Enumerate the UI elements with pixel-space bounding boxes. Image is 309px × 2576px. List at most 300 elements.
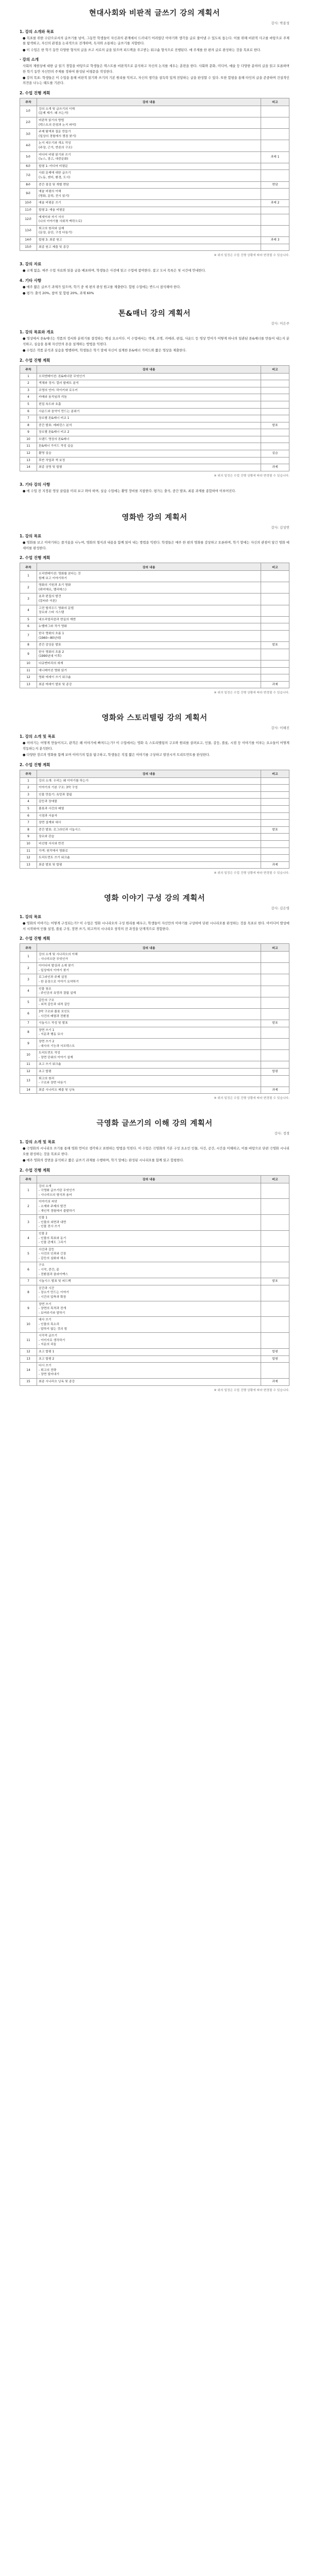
cell-week: 2주 [20,117,37,129]
table-row [20,805,289,812]
cell-week: 1주 [20,106,37,117]
cell-topic: 편집 속도와 호흡 [37,401,261,408]
cell-week: 13 [20,1075,37,1087]
table-row [20,855,289,862]
table-row [20,170,289,181]
table-row [20,408,289,415]
table-row [20,667,289,674]
table-row [20,1020,289,1027]
cell-week: 12 [20,674,37,682]
cell-note [261,605,289,616]
cell-topic: 퇴고의 원리와 실제 (문장, 문단, 구성 다듬기) [37,225,261,236]
cell-topic: 최종 에세이 발표 및 종강 [37,681,261,688]
table-row [20,373,289,380]
table-header-row [20,1175,289,1183]
cell-week: 8 [20,1027,37,1038]
cell-topic: 강의 소개 및 시나리오의 이해 - 시나리오란 무엇인가 [37,952,261,963]
column-header-note: 비고 [261,770,289,777]
instructor-name: 강사: 이은주 [271,321,289,326]
table-row [20,594,289,605]
cell-topic: 초고 합평 1 [37,1348,261,1355]
cell-note: 과제 [261,1087,289,1094]
schedule-table [20,943,289,1094]
table-row [20,387,289,394]
cell-note [261,667,289,674]
cell-week: 7 [20,1020,37,1027]
cell-week: 4 [20,394,37,401]
table-row [20,681,289,688]
table-row [20,1278,289,1285]
schedule-table [20,563,289,688]
cell-topic: 인물 2 - 인물의 목표와 동기 - 인물 관계도 그리기 [37,1230,261,1246]
cell-week: 11 [20,443,37,450]
cell-week: 5주 [20,151,37,163]
table-row [20,649,289,660]
cell-note: 발표 [261,422,289,429]
syllabus-section [20,308,289,494]
cell-topic: 구조 - 시작, 중간, 끝 - 전환점과 클라이맥스 [37,1262,261,1278]
cell-week: 14 [20,464,37,471]
cell-week: 2 [20,582,37,594]
cell-note [261,429,289,436]
syllabus-section [20,892,289,1100]
cell-topic: 중간 발표: 로그라인과 시놉시스 [37,826,261,834]
cell-week: 4주 [20,140,37,151]
table-row [20,834,289,841]
column-header-topic: 강의 내용 [37,365,261,373]
body-paragraph: ● 극영화의 시나리오 쓰기를 통해 영화 언어로 생각하고 표현하는 방법을 익힌다. 이 수업은 극영화의 기본 구성 요소인 인물, 사건, 공간, 시간을 이해하고, 이를 바탕으로 단편 극영화 시나리오를 완성하는 것을 목표로 한다. [23,1147,289,1156]
cell-note [261,674,289,682]
body-paragraph: ● 평가: 출석 20%, 참여 및 합평 20%, 과제 60% [23,291,94,295]
cell-topic: 최종 원고 제출 및 종강 [37,244,261,251]
instructor-name: 강사: 박종성 [271,21,289,25]
cell-week: 13 [20,861,37,869]
instructor-name: 강사: 이해진 [271,726,289,731]
table-row [20,1050,289,1061]
cell-note [261,225,289,236]
table-row [20,380,289,387]
cell-topic: 인물 창조 - 주인공의 욕망과 결핍 설계 [37,986,261,997]
section-heading: 2. 수업 진행 계획 [20,358,50,363]
cell-topic: 장르별 톤&매너 비교 1 [37,415,261,422]
cell-topic: 공간과 시간 - 장소가 만드는 이야기 - 시간의 압축과 확장 [37,1285,261,1301]
cell-note: 합평 [261,1068,289,1075]
table-row [20,214,289,225]
table-footnote: ※ 위의 일정은 수업 진행 상황에 따라 변경될 수 있습니다. [214,1097,289,1100]
table-row [20,605,289,616]
cell-week: 6 [20,812,37,820]
section-heading: 4. 기타 사항 [20,278,42,283]
table-row [20,189,289,200]
cell-note [261,952,289,963]
cell-week: 5 [20,616,37,623]
cell-week: 9 [20,649,37,660]
table-row [20,1333,289,1349]
cell-week: 1 [20,373,37,380]
table-row [20,1068,289,1075]
cell-note: 과제 [261,861,289,869]
table-row [20,1039,289,1050]
cell-note [261,834,289,841]
cell-note [261,840,289,848]
table-row [20,236,289,244]
cell-topic: 3막 구조와 플롯 포인트 - 사건의 배열과 전환점 [37,1009,261,1020]
cell-week: 4 [20,1230,37,1246]
cell-topic: 주제 탐색과 질문 만들기 (일상의 경험에서 쟁점 찾기) [37,129,261,140]
cell-topic: 비선형 서사와 반전 [37,840,261,848]
table-row [20,443,289,450]
table-row [20,777,289,785]
cell-note [261,986,289,997]
cell-note [261,189,289,200]
cell-note: 발표 [261,826,289,834]
body-paragraph: ● 이야기는 어떻게 만들어지고, 관객은 왜 이야기에 빠져드는가? 이 수업에서는 영화 속 스토리텔링의 구조와 원리를 살펴보고, 인물, 갈등, 플롯, 시점 등 이야기를 이루는 요소들이 어떻게 작동하는지 분석한다. [23,741,289,751]
cell-topic: 비판적 읽기의 방법 (텍스트의 관점과 논지 파악) [37,117,261,129]
table-row [20,200,289,207]
cell-week: 10주 [20,200,37,207]
cell-week: 5 [20,997,37,1008]
cell-note [261,106,289,117]
table-row [20,457,289,464]
table-row [20,974,289,986]
cell-week: 1 [20,952,37,963]
table-row [20,181,289,189]
cell-week: 11 [20,667,37,674]
cell-topic: 다큐멘터리의 세계 [37,660,261,667]
cell-topic: 인물 1 - 인물의 외면과 내면 - 인물 전사 쓰기 [37,1215,261,1231]
cell-week: 10 [20,840,37,848]
cell-topic: 브랜드 영상의 톤&매너 [37,436,261,443]
cell-topic: 톤&매너 가이드 작성 실습 [37,443,261,450]
section-heading: 3. 강의 자료 [20,262,42,267]
cell-topic: 인물 만들기: 욕망과 결핍 [37,791,261,799]
body-paragraph: ● 목표를 위한 수단으로서의 글쓰기를 넘어, 그동안 학생들이 자신과의 관계에서 드러내기 어려웠던 이야기와 생각을 글로 풀어낼 수 있도록 돕는다. 이를 위해 비판적 사고를 바탕으로 주제를 탐색하고, 자신의 관점을 논리적으로 전개하며, 독자와 소통하는 글쓰기를 지향한다. [23,37,289,46]
table-row [20,129,289,140]
cell-note [261,244,289,251]
cell-topic: 최종 상영 및 합평 [37,464,261,471]
cell-note: 과제 3 [261,236,289,244]
cell-note: 과제 [261,1378,289,1385]
cell-topic: 로그라인과 주제 설정 - 한 문장으로 이야기 요약하기 [37,974,261,986]
section-heading: 2. 수업 진행 계획 [20,936,50,941]
cell-topic: 장면 설계와 대사 [37,820,261,827]
cell-topic: 카메라 움직임과 리듬 [37,394,261,401]
table-row [20,642,289,649]
section-heading: 1. 강의 목표와 개요 [20,330,54,335]
cell-note [261,436,289,443]
cell-topic: 다시 쓰기 - 퇴고의 전략 - 장면 덜어내기 [37,1363,261,1379]
table-row [20,616,289,623]
cell-week: 9 [20,1301,37,1317]
cell-topic: 초고 합평 [37,1068,261,1075]
cell-topic: 한국 영화의 흐름 2 (1990년대 이후) [37,649,261,660]
schedule-table [20,1175,289,1386]
cell-note [261,457,289,464]
table-row [20,812,289,820]
cell-topic: 에세이와 자기 서사 (나의 이야기를 사회적 맥락으로) [37,214,261,225]
cell-note [261,380,289,387]
body-paragraph: ● 매주 영화의 장면을 분석하고 짧은 글쓰기 과제를 수행하며, 학기 말에는 완성된 시나리오를 함께 읽고 합평한다. [23,1159,184,1163]
cell-note [261,394,289,401]
cell-note: 합평 [261,1348,289,1355]
table-row [20,1363,289,1379]
cell-topic: 조명의 언어: 하이키와 로우키 [37,387,261,394]
cell-topic: 시각적 글쓰기 - 이미지로 생각하기 - 지문의 리듬 [37,1333,261,1349]
cell-note [261,207,289,214]
body-paragraph: ● 강의 목표: 학생들은 이 수업을 통해 비판적 읽기와 쓰기의 기본 원리를 익히고, 자신의 생각을 설득력 있게 전달하는 글을 완성할 수 있다. 또한 합평을 통해 타인의 글을 존중하며 건설적인 의견을 나누는 태도를 기른다. [23,76,289,86]
syllabus-section [20,512,289,694]
cell-note [261,1027,289,1038]
table-footnote: ※ 위의 일정은 수업 진행 상황에 따라 변경될 수 있습니다. [214,254,289,258]
cell-week: 14주 [20,236,37,244]
cell-note [261,805,289,812]
cell-week: 1 [20,1183,37,1199]
section-heading: 1. 강의 소개 및 목표 [20,734,56,739]
cell-topic: 강의 소개 및 글쓰기의 이해 (문제 제기: 왜 쓰는가) [37,106,261,117]
column-header-note: 비고 [261,98,289,106]
table-row [20,623,289,631]
table-row [20,1378,289,1385]
table-row [20,997,289,1008]
table-row [20,660,289,667]
body-paragraph: ● 수업은 작품 분석과 실습을 병행하며, 학생들은 학기 말에 자신이 설계한 톤&매너 가이드와 짧은 영상을 제출한다. [23,349,187,353]
table-row [20,436,289,443]
cell-topic: 영화의 기원과 초기 영화 (뤼미에르, 멜리에스) [37,582,261,594]
cell-note [261,408,289,415]
cell-topic: 한국 영화의 흐름 1 (1960~80년대) [37,631,261,642]
syllabus-title: 영화와 스토리텔링 강의 계획서 [101,714,208,723]
cell-topic: 장르별 톤&매너 비교 2 [37,429,261,436]
cell-week: 7 [20,1278,37,1285]
schedule-table [20,98,289,251]
cell-topic: 예술 비평문 쓰기 [37,200,261,207]
cell-note [261,812,289,820]
cell-week: 3 [20,594,37,605]
cell-note [261,631,289,642]
cell-topic: 누벨바그와 작가 영화 [37,623,261,631]
cell-week: 12 [20,1348,37,1355]
cell-note [261,214,289,225]
section-heading: 1. 강의 소개와 목표 [20,29,54,34]
cell-week: 8 [20,1285,37,1301]
cell-week: 10 [20,1317,37,1333]
cell-note [261,117,289,129]
cell-note [261,974,289,986]
body-paragraph: ● 매주 짧은 글쓰기 과제가 있으며, 학기 중 세 편의 완성 원고를 제출한다. 합평 수업에는 반드시 참석해야 한다. [23,285,181,289]
table-row [20,106,289,117]
cell-week: 7 [20,820,37,827]
table-row [20,785,289,792]
syllabus-section [20,712,289,875]
column-header-week: 주차 [20,365,37,373]
table-row [20,826,289,834]
cell-topic: 합평 1: 미디어 비평문 [37,163,261,170]
column-header-week: 주차 [20,770,37,777]
syllabus-title: 현대사회와 비판적 글쓰기 강의 계획서 [89,9,220,18]
table-footnote: ※ 위의 일정은 수업 진행 상황에 따라 변경될 수 있습니다. [214,1388,289,1392]
section-heading: 1. 강의 목표 [20,914,42,920]
cell-week: 7주 [20,170,37,181]
table-row [20,429,289,436]
column-header-week: 주차 [20,1175,37,1183]
column-header-note: 비고 [261,944,289,952]
table-row [20,140,289,151]
cell-topic: 트리트먼트 쓰기 워크숍 [37,855,261,862]
table-header-row [20,944,289,952]
column-header-week: 주차 [20,944,37,952]
cell-note: 실습 [261,450,289,457]
section-heading: 3. 기타 강의 사항 [20,482,50,487]
cell-topic: 최종 발표 및 합평 [37,861,261,869]
cell-note [261,140,289,151]
table-header-row [20,563,289,571]
table-row [20,244,289,251]
cell-note [261,582,289,594]
cell-note [261,1050,289,1061]
column-header-note: 비고 [261,365,289,373]
cell-note [261,129,289,140]
table-row [20,820,289,827]
cell-topic: 오리엔테이션: 톤&매너란 무엇인가 [37,373,261,380]
cell-note [261,1199,289,1215]
cell-topic: 촬영 실습 [37,450,261,457]
cell-week: 6 [20,1262,37,1278]
cell-topic: 대사 쓰기 - 인물의 목소리 - 말하지 않는 것의 힘 [37,1317,261,1333]
cell-week: 13 [20,457,37,464]
cell-topic: 중간 감상문 발표 [37,642,261,649]
body-paragraph: ● 영화의 이야기는 어떻게 구성되는가? 이 수업은 영화 시나리오의 구성 원리를 배우고, 학생들이 자신만의 이야기를 구상하여 단편 시나리오를 완성하는 것을 목표로 한다. 아이디어 발상에서 시작하여 인물 설정, 플롯 구성, 장면 쓰기, 퇴고까지 시나리오 창작의 전 과정을 단계적으로 경험한다. [23,922,289,931]
table-row [20,1246,289,1262]
cell-week: 12주 [20,214,37,225]
cell-topic: 오리엔테이션: 영화를 본다는 것 함께 보고 이야기하기 [37,571,261,582]
cell-topic: 퇴고의 원리 - 구조와 장면 다듬기 [37,1075,261,1087]
column-header-topic: 강의 내용 [37,98,261,106]
section-heading: 2. 수업 진행 계획 [20,762,50,767]
cell-note [261,1333,289,1349]
table-row [20,1301,289,1317]
cell-week: 12 [20,1068,37,1075]
body-paragraph: ● 매 수업 전 지정된 영상 클립을 미리 보고 와야 하며, 실습 수업에는 촬영 장비를 지참한다. 평가는 출석, 중간 발표, 최종 과제를 종합하여 이루어진다. [23,489,236,493]
table-row [20,571,289,582]
cell-topic: 이야기의 씨앗 - 소재와 주제의 발견 - 개인적 경험에서 출발하기 [37,1199,261,1215]
cell-topic: 각색: 원작에서 영화로 [37,848,261,855]
cell-week: 14 [20,1087,37,1094]
cell-topic: 숏과 편집의 발견 (몽타주 이론) [37,594,261,605]
cell-topic: 강의 소개: 우리는 왜 이야기를 하는가 [37,777,261,785]
cell-topic: 중간 점검 및 개별 면담 [37,181,261,189]
table-row [20,1215,289,1231]
cell-note [261,1285,289,1301]
cell-note: 면담 [261,181,289,189]
table-row [20,464,289,471]
table-row [20,963,289,974]
table-row [20,415,289,422]
cell-week: 14 [20,1363,37,1379]
cell-week: 6 [20,408,37,415]
table-row [20,225,289,236]
table-row [20,1087,289,1094]
cell-week: 11 [20,1061,37,1069]
cell-note: 발표 [261,642,289,649]
table-row [20,952,289,963]
cell-note [261,623,289,631]
cell-week: 5 [20,805,37,812]
cell-week: 3 [20,791,37,799]
cell-week: 8주 [20,181,37,189]
table-row [20,207,289,214]
table-row [20,848,289,855]
table-row [20,1317,289,1333]
cell-topic: 장면 쓰기 2 - 대사의 기능과 서브텍스트 [37,1039,261,1050]
cell-topic: 후반 작업과 색 보정 [37,457,261,464]
table-row [20,1027,289,1038]
column-header-topic: 강의 내용 [37,770,261,777]
cell-topic: 영화 에세이 쓰기 워크숍 [37,674,261,682]
syllabus-title: 극영화 글쓰기의 이해 강의 계획서 [96,1120,213,1128]
syllabus-section [20,1117,289,1392]
cell-note [261,1061,289,1069]
cell-week: 12 [20,450,37,457]
cell-note [261,571,289,582]
cell-note [261,1363,289,1379]
syllabus-title: 영화반 강의 계획서 [122,514,187,522]
cell-note [261,963,289,974]
cell-week: 12 [20,855,37,862]
cell-topic: 플롯과 사건의 배열 [37,805,261,812]
cell-note: 발표 [261,1278,289,1285]
cell-topic: 논지 세우기와 개요 작성 (주장, 근거, 반론의 구조) [37,140,261,151]
cell-week: 9 [20,429,37,436]
cell-note [261,820,289,827]
cell-note [261,170,289,181]
cell-note [261,799,289,806]
cell-week: 8 [20,642,37,649]
cell-note [261,1215,289,1231]
cell-week: 6주 [20,163,37,170]
syllabus-title: 톤&매너 강의 계획서 [118,310,191,318]
cell-note [261,855,289,862]
cell-topic: 네오리얼리즘과 현실의 재현 [37,616,261,623]
cell-week: 7 [20,631,37,642]
table-row [20,1183,289,1199]
cell-topic: 갈등의 구조 - 외적 갈등과 내적 갈등 [37,997,261,1008]
cell-week: 9 [20,834,37,841]
cell-week: 6 [20,1009,37,1020]
table-row [20,631,289,642]
cell-topic: 색채와 정서: 컬러 팔레트 분석 [37,380,261,387]
cell-topic: 장르와 관습 [37,834,261,841]
section-heading: 2. 수업 진행 계획 [20,90,50,95]
cell-note: 합평 [261,1355,289,1363]
cell-week: 5 [20,401,37,408]
cell-week: 10 [20,1050,37,1061]
cell-topic: 이야기의 기본 구조: 3막 구성 [37,785,261,792]
cell-topic: 초고 합평 2 [37,1355,261,1363]
cell-note: 과제 [261,681,289,688]
table-row [20,1199,289,1215]
table-footnote: ※ 위의 일정은 수업 진행 상황에 따라 변경될 수 있습니다. [214,872,289,875]
cell-week: 7 [20,415,37,422]
cell-topic: 시놉시스 작성 및 발표 [37,1020,261,1027]
table-row [20,401,289,408]
section-heading: 1. 강의 소개 및 목표 [20,1140,56,1145]
cell-week: 4 [20,986,37,997]
cell-week: 10 [20,436,37,443]
table-row [20,1262,289,1278]
cell-topic: 고전 할리우드 영화의 문법 장르와 스타 시스템 [37,605,261,616]
cell-note [261,1246,289,1262]
cell-note [261,1301,289,1317]
